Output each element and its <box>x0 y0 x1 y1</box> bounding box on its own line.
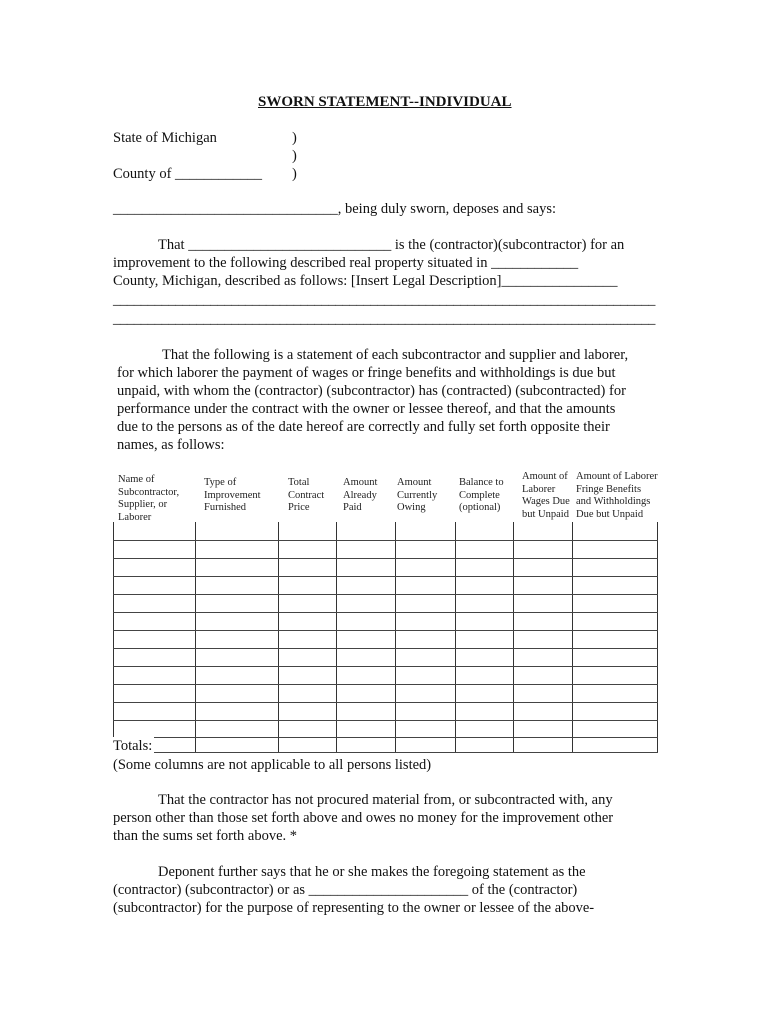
table-row[interactable] <box>113 737 658 738</box>
para3-line: person other than those set forth above and owes no money for the improvement other <box>113 810 614 826</box>
table-row[interactable] <box>113 648 658 649</box>
para2-line: That the following is a statement of each subcontractor and supplier and laborer, <box>162 347 629 363</box>
col-header-paid: Amount Already Paid <box>343 477 378 513</box>
para2-line: names, as follows: <box>117 437 225 453</box>
table-row[interactable] <box>113 702 658 703</box>
col-header-name: Name of Subcontractor, Supplier, or Laborer <box>118 474 180 523</box>
legal-description-line: ______________________________________________________________________________ <box>113 292 656 308</box>
para2-line: due to the persons as of the date hereof are correctly and fully set forth opposite their <box>117 419 610 435</box>
col-header-owing: Amount Currently Owing <box>397 477 438 513</box>
venue-paren-2: ) <box>292 148 297 164</box>
col-header-fringe: Amount of Laborer Fringe Benefits and Withholdings Due but Unpaid <box>576 471 658 520</box>
statement-table <box>113 522 658 753</box>
legal-description-line: ______________________________________________________________________________ <box>113 311 656 327</box>
col-header-balance: Balance to Complete (optional) <box>459 477 504 513</box>
table-note: (Some columns are not applicable to all persons listed) <box>113 757 432 773</box>
table-row[interactable] <box>113 558 658 559</box>
para2-line: for which laborer the payment of wages or fringe benefits and withholdings is due but <box>117 365 616 381</box>
para1-line: County, Michigan, described as follows: [Insert Legal Description]________________ <box>113 273 618 289</box>
para3-line: than the sums set forth above. * <box>113 828 298 844</box>
para1-line: That ____________________________ is the (contractor)(subcontractor) for an <box>158 237 625 253</box>
para2-line: performance under the contract with the owner or lessee thereof, and that the amounts <box>117 401 616 417</box>
para2-line: unpaid, with whom the (contractor) (subcontractor) has (contracted) (subcontracted) for <box>117 383 626 399</box>
para3-line: That the contractor has not procured material from, or subcontracted with, any <box>158 792 613 808</box>
table-row[interactable] <box>113 612 658 613</box>
para4-line: (subcontractor) for the purpose of representing to the owner or lessee of the above- <box>113 900 595 916</box>
para4-line: (contractor) (subcontractor) or as ______________________ of the (contractor) <box>113 882 578 898</box>
page-title: SWORN STATEMENT--INDIVIDUAL <box>258 94 512 110</box>
table-row[interactable] <box>113 630 658 631</box>
venue-paren-1: ) <box>292 130 297 146</box>
col-header-total: Total Contract Price <box>288 477 325 513</box>
county-line: County of ____________ <box>113 166 263 182</box>
table-row[interactable] <box>113 684 658 685</box>
table-row[interactable] <box>113 666 658 667</box>
totals-row[interactable] <box>113 752 658 753</box>
deponent-intro: _______________________________, being duly sworn, deposes and says: <box>113 201 557 217</box>
table-row[interactable] <box>113 576 658 577</box>
col-header-wages: Amount of Laborer Wages Due but Unpaid <box>522 471 570 520</box>
table-row[interactable] <box>113 720 658 721</box>
col-header-type: Type of Improvement Furnished <box>204 477 261 513</box>
state-line: State of Michigan <box>113 130 217 146</box>
table-row[interactable] <box>113 540 658 541</box>
totals-label: Totals: <box>113 738 153 754</box>
table-row[interactable] <box>113 594 658 595</box>
para1-line: improvement to the following described real property situated in ____________ <box>113 255 579 271</box>
venue-paren-3: ) <box>292 166 297 182</box>
para4-line: Deponent further says that he or she makes the foregoing statement as the <box>158 864 586 880</box>
